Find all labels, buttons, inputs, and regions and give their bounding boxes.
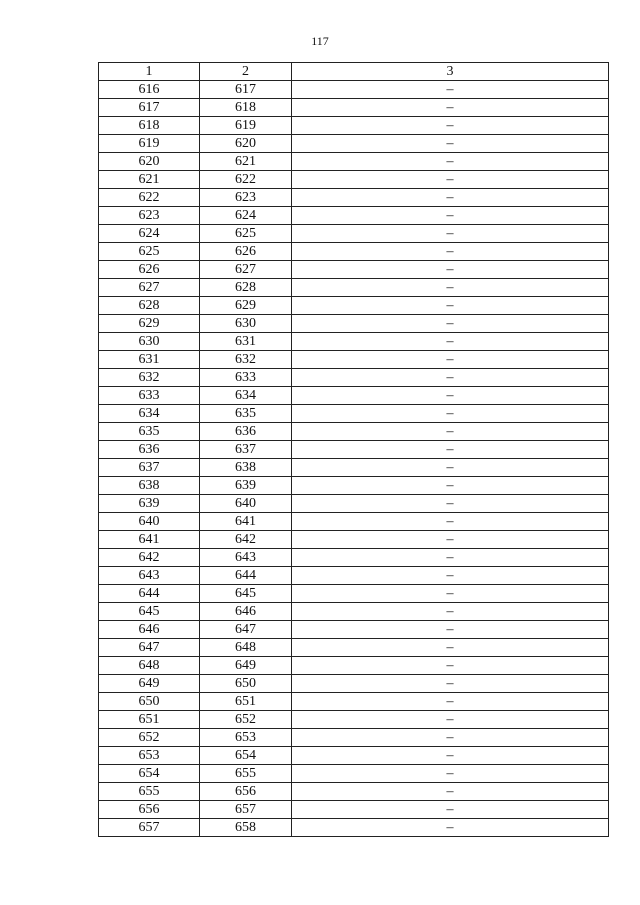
table-cell-col1: 632 <box>99 369 200 387</box>
table-cell-col3: – <box>292 81 609 99</box>
table-cell-col2: 650 <box>200 675 292 693</box>
table-row <box>99 297 609 315</box>
table-cell-col1: 630 <box>99 333 200 351</box>
table-cell-col2: 643 <box>200 549 292 567</box>
table-cell-col3: – <box>292 153 609 171</box>
table-row <box>99 495 609 513</box>
table-cell-col1: 633 <box>99 387 200 405</box>
table-cell-col3: – <box>292 387 609 405</box>
table-cell-col3: – <box>292 531 609 549</box>
table-cell-col1: 642 <box>99 549 200 567</box>
table-cell-col3: – <box>292 297 609 315</box>
table-row <box>99 81 609 99</box>
table-cell-col3: – <box>292 459 609 477</box>
table-cell-col1: 646 <box>99 621 200 639</box>
table-cell-col2: 632 <box>200 351 292 369</box>
table-cell-col1: 634 <box>99 405 200 423</box>
table-cell-col1: 628 <box>99 297 200 315</box>
table-cell-col1: 625 <box>99 243 200 261</box>
table-cell-col2: 647 <box>200 621 292 639</box>
table-cell-col2: 625 <box>200 225 292 243</box>
table-cell-col2: 644 <box>200 567 292 585</box>
table-cell-col2: 623 <box>200 189 292 207</box>
table-cell-col3: – <box>292 783 609 801</box>
table-cell-col2: 626 <box>200 243 292 261</box>
table-cell-col3: – <box>292 513 609 531</box>
table-cell-col2: 622 <box>200 171 292 189</box>
table-cell-col3: – <box>292 603 609 621</box>
table-cell-col3: – <box>292 657 609 675</box>
table-cell-col2: 651 <box>200 693 292 711</box>
table-row <box>99 657 609 675</box>
table-cell-col3: – <box>292 315 609 333</box>
table-cell-col2: 630 <box>200 315 292 333</box>
table-cell-col3: – <box>292 405 609 423</box>
table-cell-col1: 629 <box>99 315 200 333</box>
table-cell-col3: – <box>292 639 609 657</box>
table-row <box>99 369 609 387</box>
table-cell-col3: – <box>292 495 609 513</box>
table-cell-col3: – <box>292 189 609 207</box>
table-cell-col1: 644 <box>99 585 200 603</box>
table-cell-col1: 647 <box>99 639 200 657</box>
table-cell-col3: – <box>292 351 609 369</box>
table-cell-col1: 653 <box>99 747 200 765</box>
table-row <box>99 441 609 459</box>
table-cell-col1: 620 <box>99 153 200 171</box>
table-cell-col2: 649 <box>200 657 292 675</box>
table-row <box>99 405 609 423</box>
table-cell-col2: 640 <box>200 495 292 513</box>
column-header-3: 3 <box>292 63 609 81</box>
table-row <box>99 675 609 693</box>
table-cell-col3: – <box>292 585 609 603</box>
table-row <box>99 153 609 171</box>
table-cell-col1: 626 <box>99 261 200 279</box>
table-cell-col2: 636 <box>200 423 292 441</box>
column-header-2: 2 <box>200 63 292 81</box>
table-cell-col1: 622 <box>99 189 200 207</box>
table-cell-col2: 638 <box>200 459 292 477</box>
table-row <box>99 567 609 585</box>
table-cell-col2: 658 <box>200 819 292 837</box>
table-cell-col2: 635 <box>200 405 292 423</box>
table-row <box>99 765 609 783</box>
table-cell-col2: 618 <box>200 99 292 117</box>
table-cell-col2: 652 <box>200 711 292 729</box>
table-cell-col1: 656 <box>99 801 200 819</box>
table-cell-col1: 618 <box>99 117 200 135</box>
table-cell-col1: 631 <box>99 351 200 369</box>
header-row <box>99 63 609 81</box>
table-row <box>99 603 609 621</box>
table-cell-col2: 646 <box>200 603 292 621</box>
table-cell-col2: 629 <box>200 297 292 315</box>
table-row <box>99 783 609 801</box>
table-row <box>99 225 609 243</box>
table-cell-col2: 645 <box>200 585 292 603</box>
table-row <box>99 711 609 729</box>
table-row <box>99 585 609 603</box>
table-cell-col3: – <box>292 279 609 297</box>
table-cell-col2: 654 <box>200 747 292 765</box>
table-cell-col3: – <box>292 765 609 783</box>
table-row <box>99 387 609 405</box>
table-row <box>99 351 609 369</box>
table-row <box>99 693 609 711</box>
table-cell-col2: 627 <box>200 261 292 279</box>
table-cell-col3: – <box>292 711 609 729</box>
table-cell-col1: 657 <box>99 819 200 837</box>
table-cell-col2: 639 <box>200 477 292 495</box>
table-row <box>99 261 609 279</box>
table-cell-col1: 654 <box>99 765 200 783</box>
table-cell-col1: 621 <box>99 171 200 189</box>
table-row <box>99 135 609 153</box>
table-cell-col3: – <box>292 171 609 189</box>
table-cell-col2: 617 <box>200 81 292 99</box>
table-row <box>99 477 609 495</box>
table-row <box>99 279 609 297</box>
table-cell-col1: 645 <box>99 603 200 621</box>
table-row <box>99 189 609 207</box>
table-cell-col3: – <box>292 747 609 765</box>
table-row <box>99 621 609 639</box>
table-cell-col3: – <box>292 99 609 117</box>
table-cell-col3: – <box>292 441 609 459</box>
table-cell-col2: 653 <box>200 729 292 747</box>
table-cell-col3: – <box>292 207 609 225</box>
table-row <box>99 207 609 225</box>
table-cell-col3: – <box>292 261 609 279</box>
table-cell-col2: 621 <box>200 153 292 171</box>
table-cell-col2: 620 <box>200 135 292 153</box>
table-cell-col1: 635 <box>99 423 200 441</box>
table-cell-col2: 642 <box>200 531 292 549</box>
table-cell-col1: 641 <box>99 531 200 549</box>
table-cell-col3: – <box>292 693 609 711</box>
table-cell-col3: – <box>292 369 609 387</box>
table-cell-col2: 648 <box>200 639 292 657</box>
table-cell-col2: 656 <box>200 783 292 801</box>
table-row <box>99 531 609 549</box>
table-row <box>99 117 609 135</box>
table-cell-col3: – <box>292 819 609 837</box>
table-header <box>99 63 609 81</box>
table-cell-col1: 651 <box>99 711 200 729</box>
table-cell-col2: 655 <box>200 765 292 783</box>
table-cell-col1: 617 <box>99 99 200 117</box>
table-cell-col3: – <box>292 477 609 495</box>
table-cell-col1: 638 <box>99 477 200 495</box>
table-row <box>99 639 609 657</box>
table-row <box>99 729 609 747</box>
table-cell-col2: 619 <box>200 117 292 135</box>
table-cell-col3: – <box>292 135 609 153</box>
table-cell-col3: – <box>292 621 609 639</box>
table-cell-col1: 639 <box>99 495 200 513</box>
table-cell-col1: 624 <box>99 225 200 243</box>
table-cell-col1: 652 <box>99 729 200 747</box>
table-row <box>99 423 609 441</box>
table-cell-col3: – <box>292 243 609 261</box>
table-row <box>99 459 609 477</box>
table-cell-col1: 619 <box>99 135 200 153</box>
table-cell-col2: 631 <box>200 333 292 351</box>
table-cell-col2: 628 <box>200 279 292 297</box>
table-cell-col1: 623 <box>99 207 200 225</box>
table-cell-col3: – <box>292 333 609 351</box>
table-cell-col1: 627 <box>99 279 200 297</box>
table-cell-col3: – <box>292 675 609 693</box>
table-cell-col1: 636 <box>99 441 200 459</box>
table-cell-col1: 640 <box>99 513 200 531</box>
data-table <box>98 62 609 837</box>
table-row <box>99 171 609 189</box>
table-row <box>99 801 609 819</box>
table-cell-col2: 641 <box>200 513 292 531</box>
table-cell-col1: 650 <box>99 693 200 711</box>
table-cell-col1: 637 <box>99 459 200 477</box>
table-row <box>99 99 609 117</box>
table-row <box>99 243 609 261</box>
table-cell-col1: 655 <box>99 783 200 801</box>
page-number: 117 <box>311 34 329 48</box>
table-cell-col3: – <box>292 567 609 585</box>
table-row <box>99 747 609 765</box>
table-cell-col3: – <box>292 117 609 135</box>
table-cell-col3: – <box>292 801 609 819</box>
table-cell-col2: 634 <box>200 387 292 405</box>
table-cell-col1: 649 <box>99 675 200 693</box>
table-cell-col3: – <box>292 729 609 747</box>
table-body <box>99 81 609 837</box>
table-cell-col3: – <box>292 225 609 243</box>
table-row <box>99 333 609 351</box>
table-cell-col1: 648 <box>99 657 200 675</box>
table-row <box>99 819 609 837</box>
table-cell-col2: 657 <box>200 801 292 819</box>
table-row <box>99 315 609 333</box>
table-row <box>99 513 609 531</box>
table-cell-col2: 633 <box>200 369 292 387</box>
table-row <box>99 549 609 567</box>
column-header-1: 1 <box>99 63 200 81</box>
table-cell-col1: 643 <box>99 567 200 585</box>
table-cell-col1: 616 <box>99 81 200 99</box>
table-cell-col2: 637 <box>200 441 292 459</box>
table-cell-col2: 624 <box>200 207 292 225</box>
table-cell-col3: – <box>292 423 609 441</box>
table-cell-col3: – <box>292 549 609 567</box>
